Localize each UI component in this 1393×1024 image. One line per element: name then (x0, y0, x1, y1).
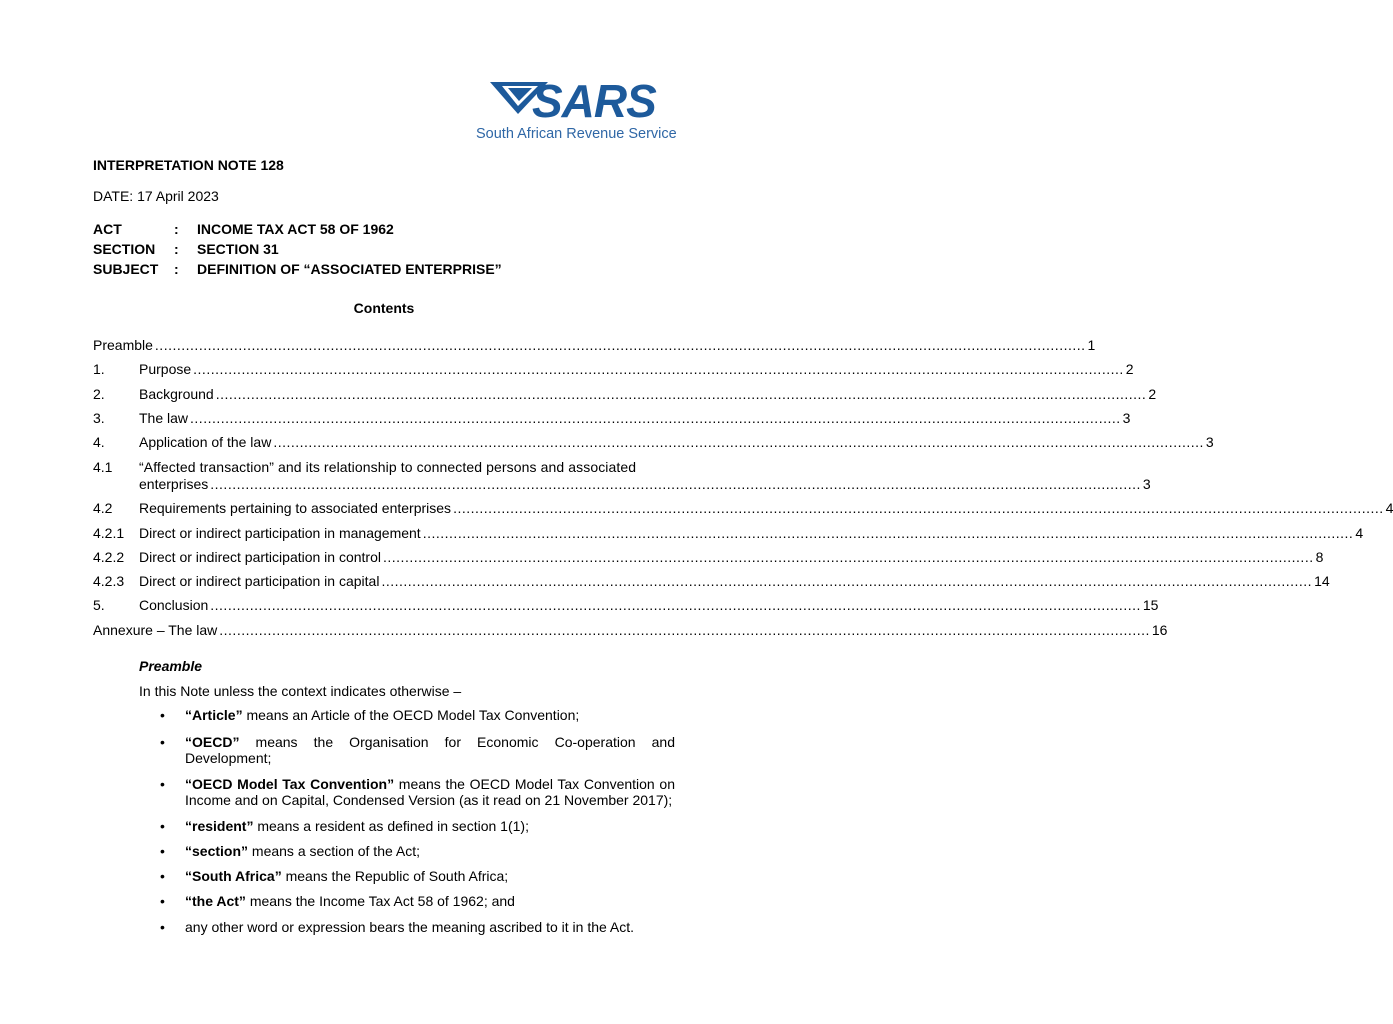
toc-label: Conclusion (139, 597, 209, 613)
toc-leader: .................................................................................................................................................................................................................... (219, 622, 1150, 638)
definition-text: means the OECD Model Tax Convention on (394, 776, 675, 792)
toc-leader: .................................................................................................................................................................................................................... (381, 573, 1313, 589)
toc-item[interactable] (93, 336, 1096, 354)
meta-value: INCOME TAX ACT 58 OF 1962 (197, 221, 394, 237)
meta-key: SUBJECT (93, 261, 159, 277)
toc-page: 3 (1205, 434, 1214, 450)
definition-term: “Article” (185, 707, 243, 723)
definition-term: “South Africa” (185, 868, 282, 884)
toc-label: Direct or indirect participation in control (139, 549, 381, 565)
toc-page: 3 (1122, 410, 1131, 426)
toc-item[interactable] (93, 548, 1324, 566)
bullet: • (160, 868, 165, 884)
toc-label: The law (139, 410, 189, 426)
bullet: • (160, 707, 165, 723)
toc-label: Requirements pertaining to associated enterprises (139, 500, 452, 516)
logo-wordmark: SARS (532, 75, 656, 127)
toc-leader: .................................................................................................................................................................................................................... (210, 597, 1141, 613)
meta-colon: : (174, 241, 179, 257)
toc-leader: .................................................................................................................................................................................................................... (383, 549, 1314, 565)
toc-leader: .................................................................................................................................................................................................................... (210, 476, 1141, 492)
definition-text: means an Article of the OECD Model Tax Convention; (242, 707, 580, 723)
toc-item[interactable] (93, 524, 1364, 542)
definition-term: “OECD Model Tax Convention” (185, 776, 395, 792)
toc-item[interactable] (93, 572, 1330, 590)
toc-leader: .................................................................................................................................................................................................................... (422, 525, 1354, 541)
toc-page: 1 (1087, 337, 1096, 353)
toc-page: 2 (1125, 361, 1134, 377)
toc-item[interactable] (93, 499, 1393, 517)
toc-number: 4.1 (93, 459, 113, 475)
toc-leader: .................................................................................................................................................................................................................... (190, 410, 1121, 426)
definition-term: “the Act” (185, 893, 246, 909)
toc-number: 1. (93, 361, 105, 377)
preamble-intro: In this Note unless the context indicates otherwise – (139, 683, 462, 699)
definition-text: means the Income Tax Act 58 of 1962; and (245, 893, 515, 909)
bullet: • (160, 919, 165, 935)
definition-term: “section” (185, 843, 249, 859)
toc-item[interactable] (93, 385, 1157, 403)
toc-label: Application of the law (139, 434, 272, 450)
meta-colon: : (174, 261, 179, 277)
toc-number: 4.2.1 (93, 525, 125, 541)
logo-subtitle: South African Revenue Service (476, 126, 677, 142)
toc-label: Background (139, 386, 214, 402)
toc-number: 5. (93, 597, 105, 613)
preamble-heading: Preamble (139, 658, 203, 674)
definition-text: means the Organisation for Economic Co-operation and (239, 734, 675, 750)
bullet: • (160, 893, 165, 909)
toc-page: 15 (1142, 597, 1159, 613)
toc-number: 4.2.3 (93, 573, 125, 589)
meta-value: SECTION 31 (197, 241, 279, 257)
bullet: • (160, 776, 165, 792)
definition-text: means the Republic of South Africa; (281, 868, 509, 884)
toc-number: 3. (93, 410, 105, 426)
toc-label: enterprises (139, 476, 209, 492)
toc-label: Annexure – The law (93, 622, 218, 638)
toc-leader: .................................................................................................................................................................................................................... (154, 337, 1086, 353)
toc-label: Preamble (93, 337, 153, 353)
toc-page: 8 (1315, 549, 1324, 565)
definition-text-cont: Development; (185, 750, 272, 766)
toc-label: Direct or indirect participation in management (139, 525, 421, 541)
sars-logo (474, 70, 684, 150)
contents-heading: Contents (353, 300, 415, 316)
definition-text: means a section of the Act; (248, 843, 421, 859)
toc-label: Direct or indirect participation in capital (139, 573, 380, 589)
toc-number: 4. (93, 434, 105, 450)
meta-key: SECTION (93, 241, 156, 257)
toc-page: 3 (1142, 476, 1151, 492)
toc-label-line1: “Affected transaction” and its relationship to connected persons and associated (139, 459, 637, 475)
bullet: • (160, 818, 165, 834)
toc-item-wrap-line[interactable] (93, 458, 675, 476)
meta-colon: : (174, 221, 179, 237)
toc-number: 4.2.2 (93, 549, 125, 565)
toc-leader: .................................................................................................................................................................................................................... (193, 361, 1124, 377)
note-title: INTERPRETATION NOTE 128 (93, 157, 284, 173)
toc-leader: .................................................................................................................................................................................................................... (453, 500, 1384, 516)
note-date: DATE: 17 April 2023 (93, 188, 219, 204)
toc-page: 4 (1385, 500, 1393, 516)
toc-item[interactable] (93, 475, 1151, 493)
toc-item[interactable] (93, 409, 1131, 427)
toc-leader: .................................................................................................................................................................................................................... (273, 434, 1204, 450)
meta-key: ACT (93, 221, 122, 237)
toc-item[interactable] (93, 621, 1168, 639)
definition-term: “OECD” (185, 734, 240, 750)
definition-term: “resident” (185, 818, 254, 834)
meta-value: DEFINITION OF “ASSOCIATED ENTERPRISE” (197, 261, 502, 277)
bullet: • (160, 734, 165, 750)
toc-page: 2 (1148, 386, 1157, 402)
toc-label: Purpose (139, 361, 192, 377)
toc-item[interactable] (93, 360, 1134, 378)
definition-text: means a resident as defined in section 1(1); (253, 818, 529, 834)
toc-number: 2. (93, 386, 105, 402)
toc-item[interactable] (93, 433, 1214, 451)
toc-page: 16 (1151, 622, 1168, 638)
toc-number: 4.2 (93, 500, 113, 516)
definition-text: any other word or expression bears the meaning ascribed to it in the Act. (185, 919, 635, 935)
toc-item[interactable] (93, 596, 1159, 614)
definition-text-cont: Income and on Capital, Condensed Version (as it read on 21 November 2017); (185, 792, 673, 808)
toc-leader: .................................................................................................................................................................................................................... (215, 386, 1147, 402)
toc-page: 14 (1314, 573, 1330, 589)
bullet: • (160, 843, 165, 859)
toc-page: 4 (1355, 525, 1364, 541)
